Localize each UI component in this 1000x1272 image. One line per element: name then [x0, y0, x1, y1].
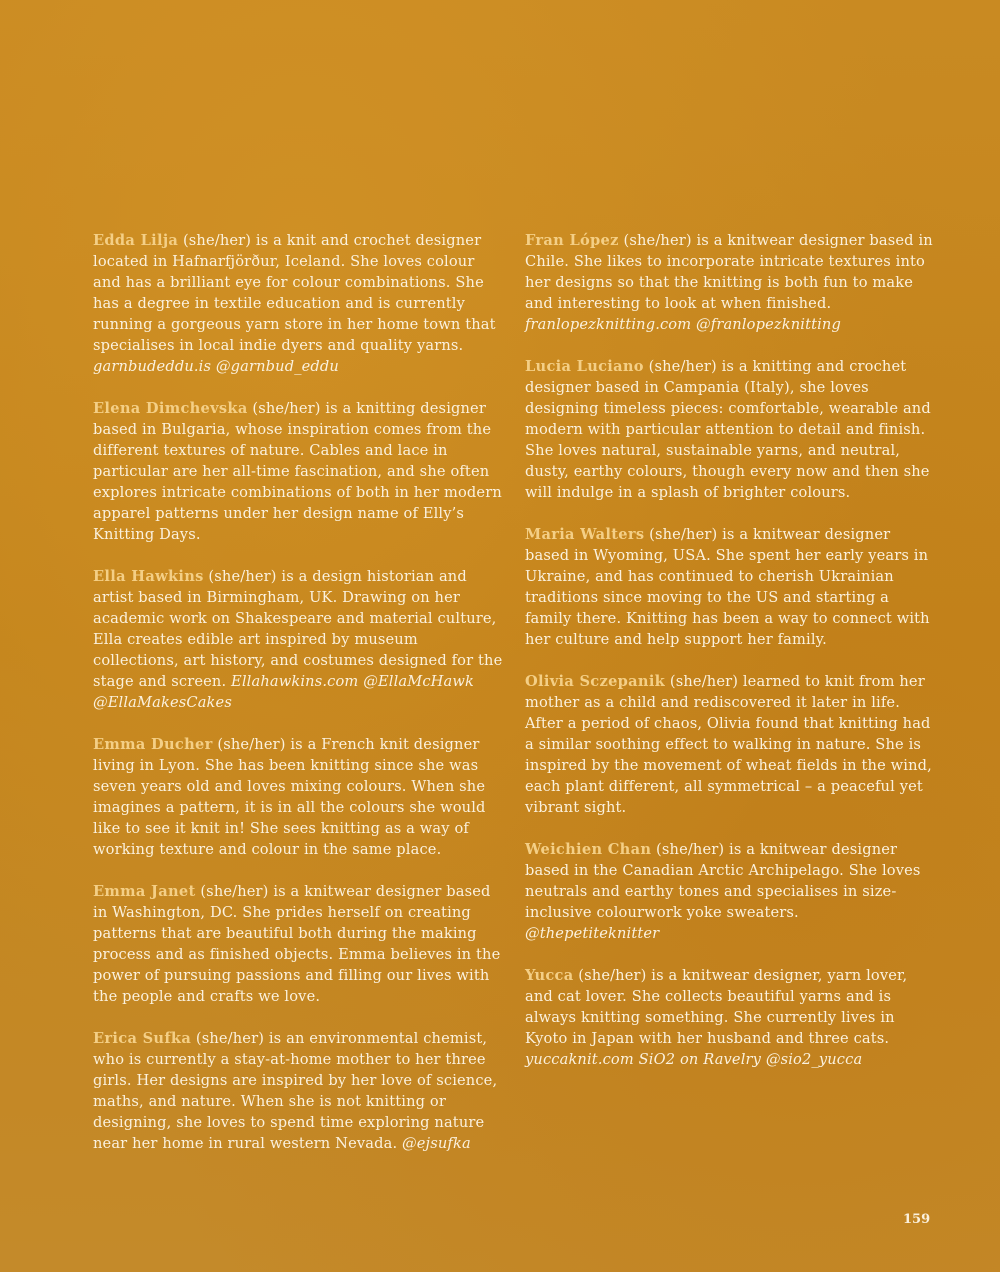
- designer-name: Olivia Sczepanik: [525, 673, 666, 690]
- designer-bio: [93, 398, 503, 545]
- page-number: 159: [903, 1212, 931, 1227]
- designer-bio: [93, 881, 503, 1007]
- left-column: [93, 230, 503, 1175]
- designer-name: Lucia Luciano: [525, 358, 644, 375]
- designer-name: Emma Janet: [93, 883, 196, 900]
- designer-bio: [525, 839, 935, 944]
- designer-description: (she/her) learned to knit from her mother as a child and rediscovered it later in life. After a period of chaos, Olivia found that knitting had a similar soothing effect to walking in nature. She is inspired by the movement of wheat fields in the wind, each plant different, all symmetrical – a peaceful yet vibrant sight.: [525, 673, 932, 816]
- designer-links: @thepetiteknitter: [525, 925, 660, 942]
- designer-bio: [525, 524, 935, 650]
- designer-description: (she/her) is a knitwear designer, yarn lover, and cat lover. She collects beautiful yarns and is always knitting something. She currently lives in Kyoto in Japan with her husband and three cats.: [525, 967, 908, 1047]
- designer-description: (she/her) is a knit and crochet designer located in Hafnarfjörður, Iceland. She loves colour and has a brilliant eye for colour combinations. She has a degree in textile education and is currently running a gorgeous yarn store in her home town that specialises in local indie dyers and quality yarns.: [93, 232, 496, 354]
- designer-bio: [93, 566, 503, 713]
- designer-description: (she/her) is a knitting designer based in Bulgaria, whose inspiration comes from the different textures of nature. Cables and lace in particular are her all-time fascination, and she often explores intricate combinations of both in her modern apparel patterns under her design name of Elly’s Knitting Days.: [93, 400, 502, 543]
- designer-name: Emma Ducher: [93, 736, 213, 753]
- designer-links: @ejsufka: [402, 1135, 471, 1152]
- designer-bio: [525, 230, 935, 335]
- designer-bio: [525, 965, 935, 1070]
- designer-bio: [93, 1028, 503, 1154]
- designer-name: Weichien Chan: [525, 841, 652, 858]
- designer-name: Elena Dimchevska: [93, 400, 248, 417]
- designer-bio: [93, 734, 503, 860]
- designer-description: (she/her) is a design historian and artist based in Birmingham, UK. Drawing on her academic work on Shakespeare and material culture, Ella creates edible art inspired by museum collections, art history, and costumes designed for the stage and screen.: [93, 568, 503, 690]
- designer-description: (she/her) is a knitwear designer based in Chile. She likes to incorporate intricate textures into her designs so that the knitting is both fun to make and interesting to look at when finished.: [525, 232, 933, 312]
- designer-description: (she/her) is a French knit designer living in Lyon. She has been knitting since she was seven years old and loves mixing colours. When she imagines a pattern, it is in all the colours she would like to see it knit in! She sees knitting as a way of working texture and colour in the same place.: [93, 736, 486, 858]
- designer-description: (she/her) is a knitwear designer based in Wyoming, USA. She spent her early years in Ukraine, and has continued to cherish Ukrainian traditions since moving to the US and starting a family there. Knitting has been a way to connect with her culture and help support her family.: [525, 526, 930, 648]
- designer-links: garnbudeddu.is @garnbud_eddu: [93, 358, 339, 375]
- designer-name: Erica Sufka: [93, 1030, 192, 1047]
- designer-links: yuccaknit.com SiO2 on Ravelry @sio2_yucca: [525, 1051, 863, 1068]
- designer-description: (she/her) is a knitting and crochet designer based in Campania (Italy), she loves designing timeless pieces: comfortable, wearable and modern with particular attention to detail and finish. She loves natural, sustainable yarns, and neutral, dusty, earthy colours, though every now and then she will indulge in a splash of brighter colours.: [525, 358, 931, 501]
- designer-name: Yucca: [525, 967, 574, 984]
- designer-description: (she/her) is a knitwear designer based in the Canadian Arctic Archipelago. She loves neutrals and earthy tones and specialises in size-inclusive colourwork yoke sweaters.: [525, 841, 921, 921]
- designer-links: Ellahawkins.com @EllaMcHawk @EllaMakesCakes: [93, 673, 475, 711]
- designer-links: franlopezknitting.com @franlopezknitting: [525, 316, 841, 333]
- designer-name: Maria Walters: [525, 526, 645, 543]
- designer-name: Ella Hawkins: [93, 568, 204, 585]
- designer-description: (she/her) is a knitwear designer based in Washington, DC. She prides herself on creating patterns that are beautiful both during the making process and as finished objects. Emma believes in the power of pursuing passions and filling our lives with the people and crafts we love.: [93, 883, 501, 1005]
- designer-name: Fran López: [525, 232, 619, 249]
- designer-bio: [93, 230, 503, 377]
- designer-name: Edda Lilja: [93, 232, 179, 249]
- designer-bio: [525, 356, 935, 503]
- designer-bio: [525, 671, 935, 818]
- right-column: [525, 230, 935, 1091]
- designer-description: (she/her) is an environmental chemist, who is currently a stay-at-home mother to her three girls. Her designs are inspired by her love of science, maths, and nature. When she is not knitting or designing, she loves to spend time exploring nature near her home in rural western Nevada.: [93, 1030, 498, 1152]
